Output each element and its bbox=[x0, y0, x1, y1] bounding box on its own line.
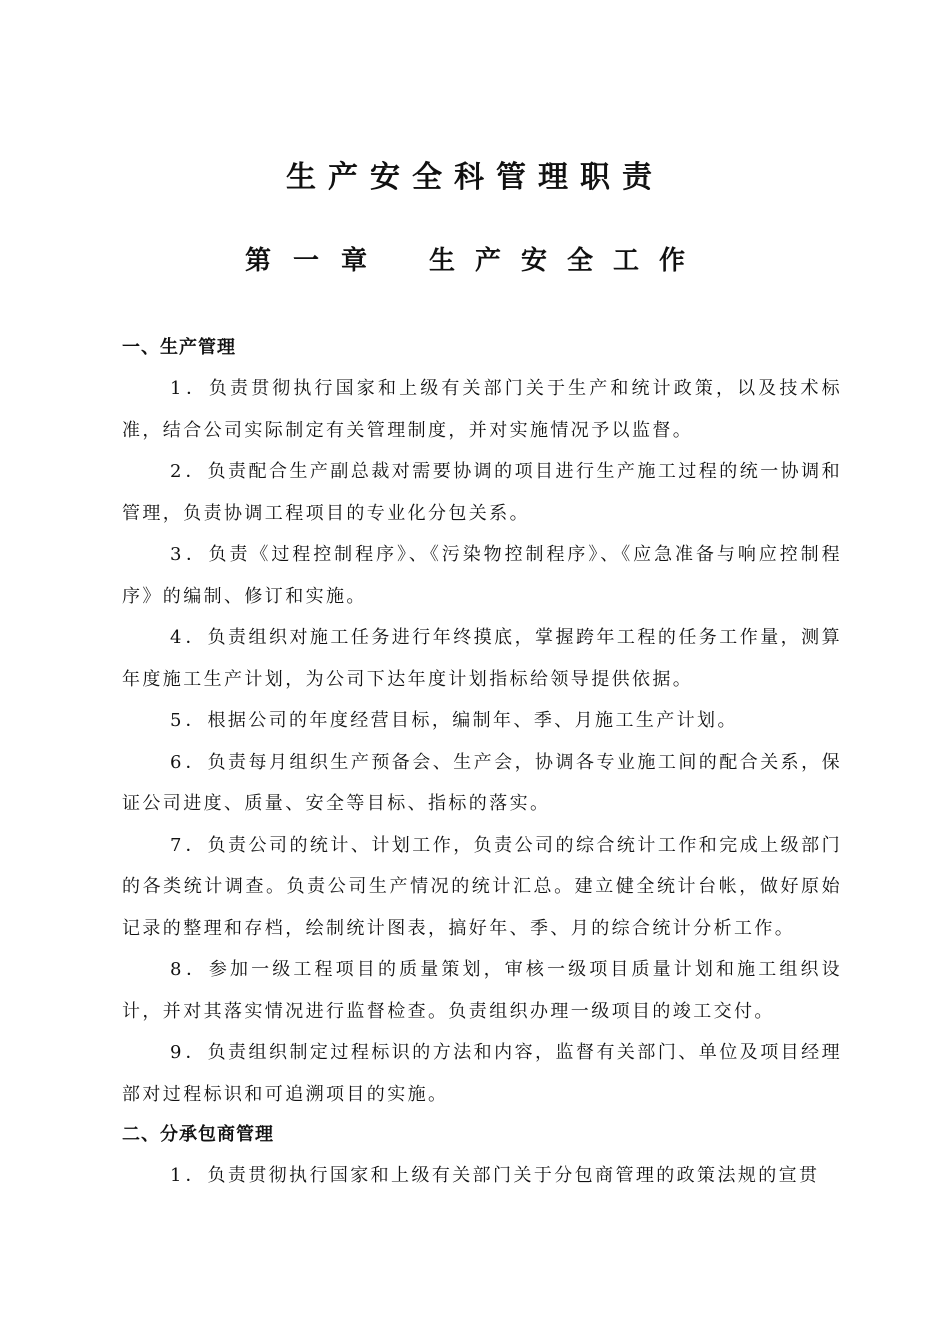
item-text: 参加一级工程项目的质量策划，审核一级项目质量计划和施工组织设计，并对其落实情况进行监督检查。负责组织办理一级项目的竣工交付。 bbox=[122, 959, 843, 1022]
item-text: 负责每月组织生产预备会、生产会，协调各专业施工间的配合关系，保证公司进度、质量、安全等目标、指标的落实。 bbox=[122, 751, 842, 814]
item-number: 7． bbox=[170, 834, 208, 856]
list-item bbox=[122, 742, 842, 825]
chapter-name: 生产安全工作 bbox=[429, 246, 706, 276]
list-item bbox=[122, 617, 842, 700]
list-item bbox=[122, 451, 842, 534]
item-number: 3． bbox=[170, 544, 209, 565]
item-number: 6． bbox=[170, 751, 208, 773]
chapter-number: 第一章 bbox=[244, 246, 389, 276]
item-number: 4． bbox=[170, 627, 208, 648]
item-number: 1． bbox=[170, 378, 209, 399]
item-number: 8． bbox=[170, 959, 209, 980]
item-number: 9． bbox=[170, 1042, 208, 1063]
section-heading: 一、生产管理 bbox=[122, 337, 236, 358]
list-item bbox=[122, 1032, 842, 1115]
item-text: 根据公司的年度经营目标，编制年、季、月施工生产计划。 bbox=[207, 710, 738, 731]
item-number: 1． bbox=[170, 1165, 208, 1186]
item-text: 负责配合生产副总裁对需要协调的项目进行生产施工过程的统一协调和管理，负责协调工程项目的专业化分包关系。 bbox=[122, 461, 842, 524]
document-body bbox=[122, 328, 842, 1197]
list-item bbox=[122, 534, 842, 617]
item-number: 2． bbox=[170, 461, 208, 482]
list-item bbox=[122, 825, 842, 950]
section-heading: 二、分承包商管理 bbox=[122, 1124, 274, 1145]
list-item bbox=[122, 1155, 842, 1197]
item-number: 5． bbox=[170, 710, 208, 731]
chapter-heading bbox=[0, 243, 950, 279]
item-text: 负责公司的统计、计划工作，负责公司的综合统计工作和完成上级部门的各类统计调查。负责公司生产情况的统计汇总。建立健全统计台帐，做好原始记录的整理和存档，绘制统计图表，搞好年、季、月的综合统计分析工作。 bbox=[122, 834, 842, 939]
document-title: 生产安全科管理职责 bbox=[286, 160, 664, 195]
item-text: 负责《过程控制程序》、《污染物控制程序》、《应急准备与响应控制程序》的编制、修订和实施。 bbox=[122, 544, 843, 607]
item-text: 负责组织对施工任务进行年终摸底，掌握跨年工程的任务工作量，测算年度施工生产计划，为公司下达年度计划指标给领导提供依据。 bbox=[122, 627, 842, 690]
list-item bbox=[122, 700, 842, 742]
list-item bbox=[122, 949, 842, 1032]
item-text: 负责贯彻执行国家和上级有关部门关于生产和统计政策，以及技术标准，结合公司实际制定有关管理制度，并对实施情况予以监督。 bbox=[122, 378, 843, 441]
list-item bbox=[122, 368, 842, 451]
item-text: 负责组织制定过程标识的方法和内容，监督有关部门、单位及项目经理部对过程标识和可追溯项目的实施。 bbox=[122, 1042, 842, 1105]
item-text: 负责贯彻执行国家和上级有关部门关于分包商管理的政策法规的宣贯 bbox=[207, 1165, 820, 1186]
